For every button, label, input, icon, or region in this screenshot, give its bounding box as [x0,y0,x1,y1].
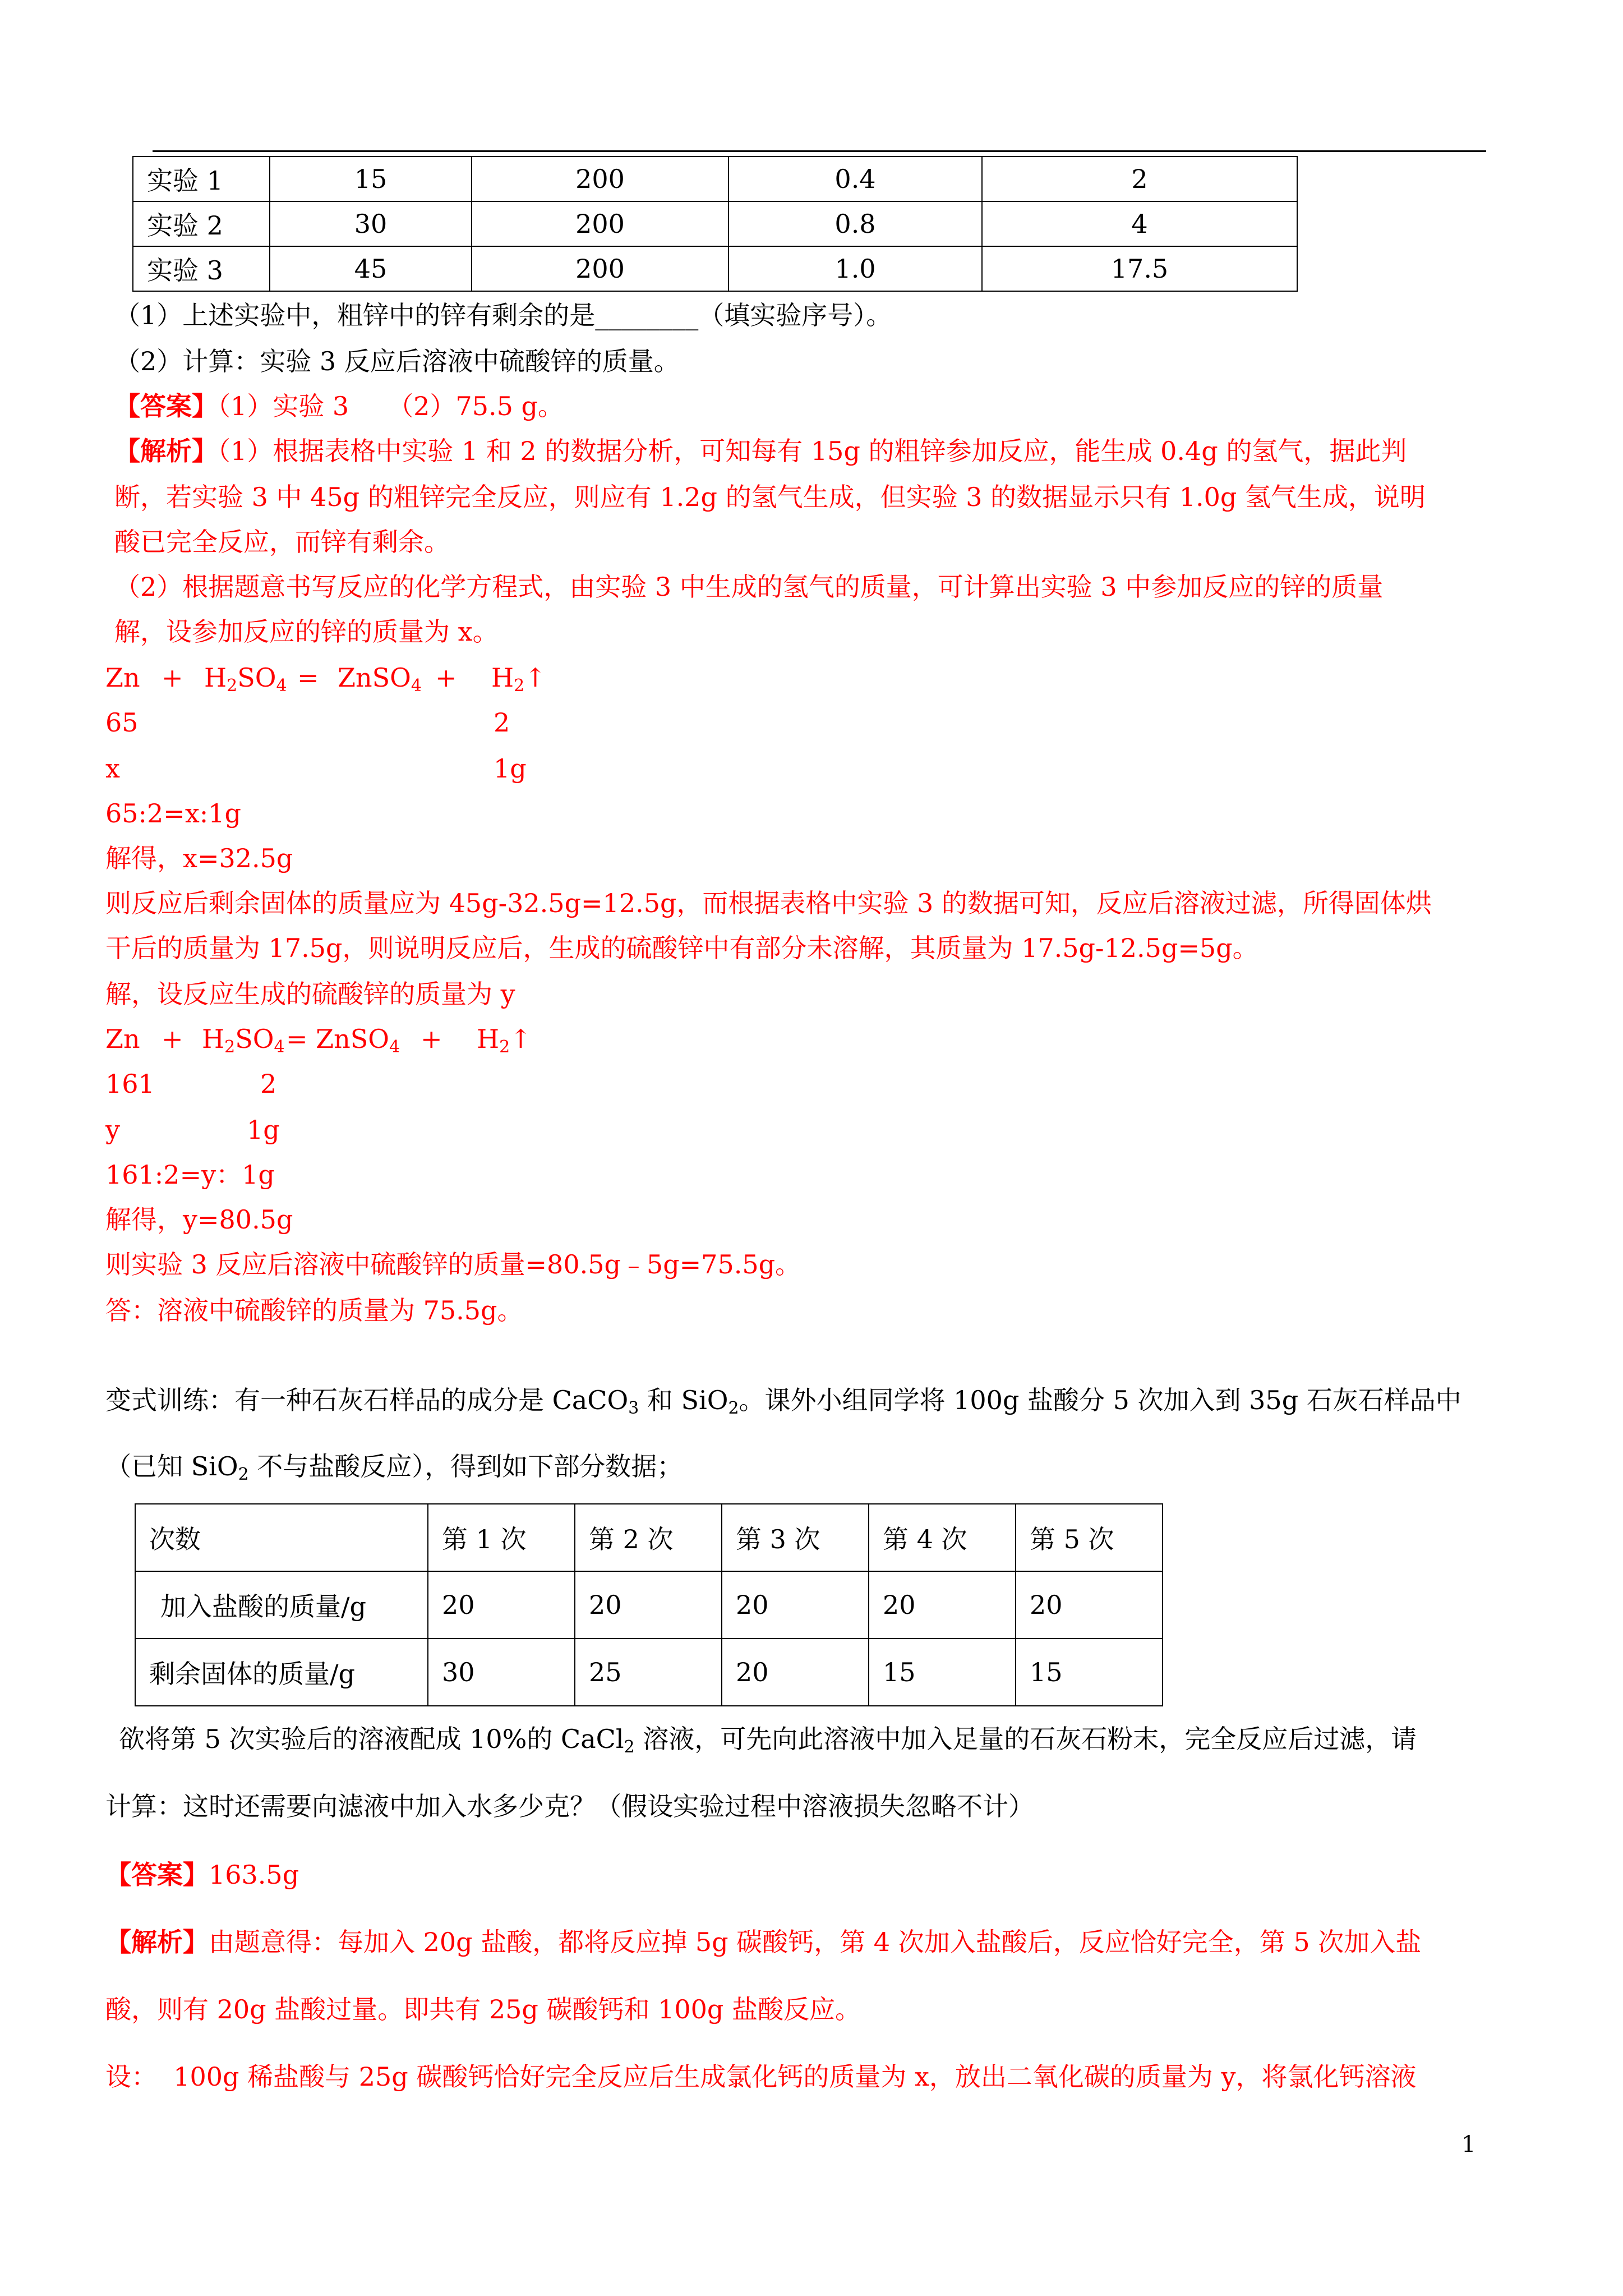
equation-2-plus: + [162,1024,183,1054]
equation-1-known: 1g [494,753,527,784]
table-row: 加入盐酸的质量/g 20 20 20 20 20 [135,1571,1163,1639]
table-header-row: 次数 第 1 次 第 2 次 第 3 次 第 4 次 第 5 次 [135,1504,1163,1571]
equation-2-mass-h2: 2 [260,1069,277,1099]
analysis-2-line-1: 【解析】由题意得：每加入 20g 盐酸，都将反应掉 5g 碳酸钙，第 4 次加入盐酸后，反应恰好完全，第 5 次加入盐 [105,1927,1422,1957]
hydrochloric-acid-table [135,1503,1163,1706]
equation-1-h2so4: $H_2SO_4$ [204,662,287,696]
question-3-line-1: 欲将第 5 次实验后的溶液配成 10%的 CaCl$_2$ 溶液，可先向此溶液中加入足量的石灰石粉末，完全反应后过滤，请 [119,1724,1417,1757]
answer-text: （1）实验 3 （2）75.5 g。 [218,391,564,421]
analysis-2-line-2: 酸，则有 20g 盐酸过量。即共有 25g 碳酸钙和 100g 盐酸反应。 [105,1994,861,2024]
equation-1-znso4: ZnSO$_4$ [338,662,422,696]
final-answer-1: 答：溶液中硫酸锌的质量为 75.5g。 [105,1295,523,1326]
analysis-1-line-2: 断，若实验 3 中 45g 的粗锌完全反应，则应有 1.2g 的氢气生成，但实验 3 的数据显示只有 1.0g 氢气生成，说明 [114,482,1426,512]
table-row: 实验 2 30 200 0.8 4 [133,201,1297,246]
equation-1-ratio: 65:2=x:1g [105,798,241,829]
equation-2-znso4: = ZnSO$_4$ [286,1024,400,1057]
question-1: （1）上述实验中，粗锌中的锌有剩余的是________（填实验序号）。 [114,300,892,330]
analysis-label: 【解析】 [105,1927,209,1957]
experiment-table [132,156,1298,292]
table-row: 剩余固体的质量/g 30 25 20 15 15 [135,1639,1163,1706]
analysis-label: 【解析】 [114,436,218,466]
equation-2-h2: $H_2↑$ [477,1024,532,1057]
question-3-line-2: 计算：这时还需要向滤液中加入水多少克？（假设实验过程中溶液损失忽略不计） [105,1791,1034,1821]
equation-1-solve: 解得，x=32.5g [105,843,293,873]
paragraph-1-line-2: 干后的质量为 17.5g，则说明反应后，生成的硫酸锌中有部分未溶解，其质量为 17.5g-12.5g=5g。 [105,933,1258,963]
equation-2-result: 则实验 3 反应后溶液中硫酸锌的质量=80.5g﹣5g=75.5g。 [105,1249,801,1280]
paragraph-1-line-3: 解，设反应生成的硫酸锌的质量为 y [105,979,515,1009]
equation-1-mass-zn: 65 [105,707,139,738]
table-row: 实验 3 45 200 1.0 17.5 [133,246,1297,291]
equation-2-mass-znso4: 161 [105,1069,155,1099]
equation-1-unknown: x [105,753,120,784]
equation-1-mass-h2: 2 [494,707,510,738]
equation-1-equals: = [297,662,319,693]
equation-1-h2: $H_2↑$ [491,662,546,696]
answer-label: 【答案】 [114,391,218,421]
question-2: （2）计算：实验 3 反应后溶液中硫酸锌的质量。 [114,346,680,376]
equation-2-solve: 解得，y=80.5g [105,1204,293,1235]
analysis-1-line-1: 【解析】（1）根据表格中实验 1 和 2 的数据分析，可知每有 15g 的粗锌参加反应，能生成 0.4g 的氢气，据此判 [114,436,1407,466]
analysis-1-line-4: （2）根据题意书写反应的化学方程式，由实验 3 中生成的氢气的质量，可计算出实验 3 中参加反应的锌的质量 [114,572,1384,602]
answer-text: 163.5g [209,1860,299,1890]
table-row: 实验 1 15 200 0.4 2 [133,157,1297,201]
equation-2-plus-2: + [421,1024,442,1054]
equation-2-unknown: y [105,1115,120,1145]
answer-label: 【答案】 [105,1860,209,1890]
equation-2-zn: Zn [105,1024,140,1054]
answer-2 [105,1858,299,1892]
equation-2-known: 1g [247,1115,280,1145]
page-number: 1 [1461,2132,1476,2157]
answer-1 [114,389,564,423]
variant-line-2: （已知 SiO$_2$ 不与盐酸反应），得到如下部分数据； [105,1451,683,1484]
variant-line-1: 变式训练：有一种石灰石样品的成分是 CaCO$_3$ 和 SiO$_2$。课外小组同学将 100g 盐酸分 5 次加入到 35g 石灰石样品中 [105,1385,1461,1418]
analysis-1-line-5: 解，设参加反应的锌的质量为 x。 [114,616,499,647]
equation-1-plus: + [162,662,183,693]
equation-1-zn: Zn [105,662,140,693]
equation-1-plus-2: + [435,662,457,693]
analysis-2-line-3: 设： 100g 稀盐酸与 25g 碳酸钙恰好完全反应后生成氯化钙的质量为 x，放出二氧化碳的质量为 y，将氯化钙溶液 [105,2062,1417,2092]
analysis-1-line-3: 酸已完全反应，而锌有剩余。 [114,527,450,557]
paragraph-1-line-1: 则反应后剩余固体的质量应为 45g-32.5g=12.5g，而根据表格中实验 3 的数据可知，反应后溶液过滤，所得固体烘 [105,888,1432,918]
top-rule [153,150,1486,152]
equation-2-ratio: 161:2=y：1g [105,1159,275,1190]
equation-2-h2so4: $H_2SO_4$ [202,1024,285,1057]
